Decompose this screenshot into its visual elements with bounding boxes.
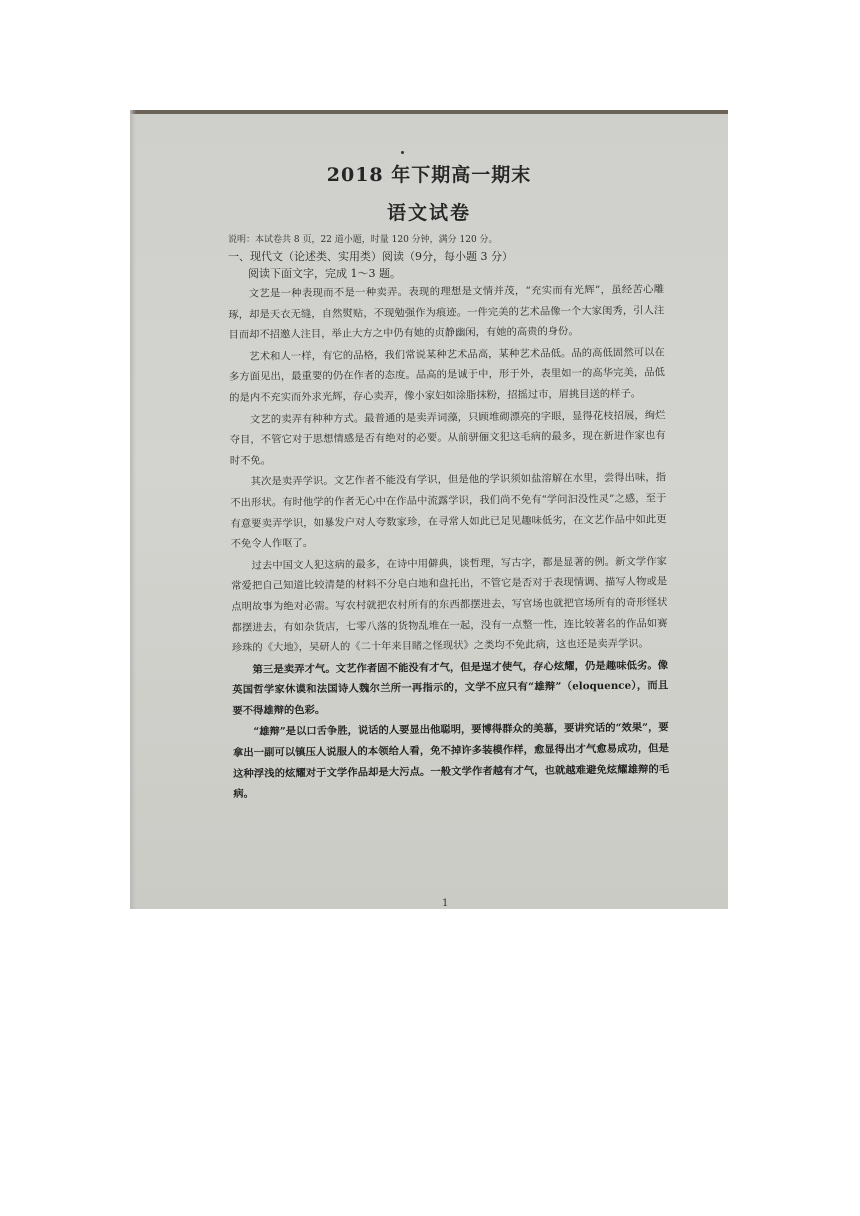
passage-paragraph: 文艺的卖弄有种种方式。最普通的是卖弄词藻，只顾堆砌漂亮的字眼，显得花枝招展，绚烂夺目，不管它对于思想情感是否有绝对的必要。从前骈俪文犯这毛病的最多，现在新进作家也有时不免。 (229, 408, 666, 467)
speck (401, 151, 404, 154)
passage-paragraph: 艺术和人一样，有它的品格，我们常说某种艺术品高，某种艺术品低。品的高低固然可以在多方面见出，最重要的仍在作者的态度。品高的是诚于中，形于外，表里如一的高华完美，品低的是内不充实而外求光辉，存心卖弄，像小家妇如涂脂抹粉，招摇过市，眉挑目送的样子。 (228, 346, 666, 404)
reading-passage (228, 279, 669, 805)
exam-title: 2018 年下期高一期末 (326, 164, 532, 186)
reading-instruction: 阅读下面文字，完成 1～3 题。 (248, 267, 401, 280)
passage-paragraph: 其次是卖弄学识。文艺作者不能没有学识，但是他的学识须如盐溶解在水里，尝得出味，指不出形状。有时他学的作者无心中在作品中流露学识，我们尚不免有“学问汩没性灵”之感，至于有意要卖弄学识，如暴发户对人夸数家珍，在寻常人如此已足见趣味低劣，在文艺作品中如此更不免令人作呕了。 (230, 471, 667, 551)
exam-subtitle: 语文试卷 (386, 202, 471, 224)
passage-paragraph: 过去中国文人犯这病的最多，在诗中用僻典，谈哲理，写古字，都是显著的例。新文学作家常爱把自己知道比较清楚的材料不分皂白地和盘托出，不管它是否对于表现情调、描写人物或是点明故事为绝对必需。写农村就把农村所有的东西都摆进去，写官场也就把官场所有的奇形怪状都摆进去，有如杂货店，七零八落的货物乱堆在一起，没有一点整一性，连比较著名的作品如赛珍珠的《大地》，吴研人的《二十年来目睹之怪现状》之类均不免此病，这也还是卖弄学识。 (231, 555, 668, 655)
page-number: 1 (442, 898, 449, 909)
document-photo (130, 110, 728, 909)
passage-paragraph: “雄辩”是以口舌争胜，说话的人要显出他聪明，要博得群众的美慕，要讲究话的“效果”，要拿出一副可以镇压人说服人的本领给人看，免不掉许多装模作样，愈显得出才气愈易成功，但是这种浮浅的炫耀对于文学作品却是大污点。一般文学作者越有才气，也就越难避免炫耀雄辩的毛病。 (232, 721, 670, 801)
exam-note: 说明：本试卷共 8 页，22 道小题，时量 120 分钟，满分 120 分。 (228, 235, 498, 245)
passage-paragraph: 文艺是一种表现而不是一种卖弄。表现的理想是文情并茂，“充实而有光辉”，虽经苦心雕琢，却是天衣无缝，自然熨贴，不现勉强作为痕迹。一件完美的艺术品像一个大家闺秀，引人注目而却不招邀人注目，举止大方之中仍有她的贞静幽闲，有她的高贵的身份。 (228, 283, 665, 342)
passage-paragraph: 第三是卖弄才气。文艺作者固不能没有才气，但是逞才使气，存心炫耀，仍是趣味低劣。像英国哲学家休谟和法国诗人魏尔兰所一再指示的，文学不应只有“雄辩”（eloquence），而且要不得雄辩的色彩。 (232, 659, 669, 717)
section-heading: 一、现代文（论述类、实用类）阅读（9分，每小题 3 分） (228, 250, 513, 263)
